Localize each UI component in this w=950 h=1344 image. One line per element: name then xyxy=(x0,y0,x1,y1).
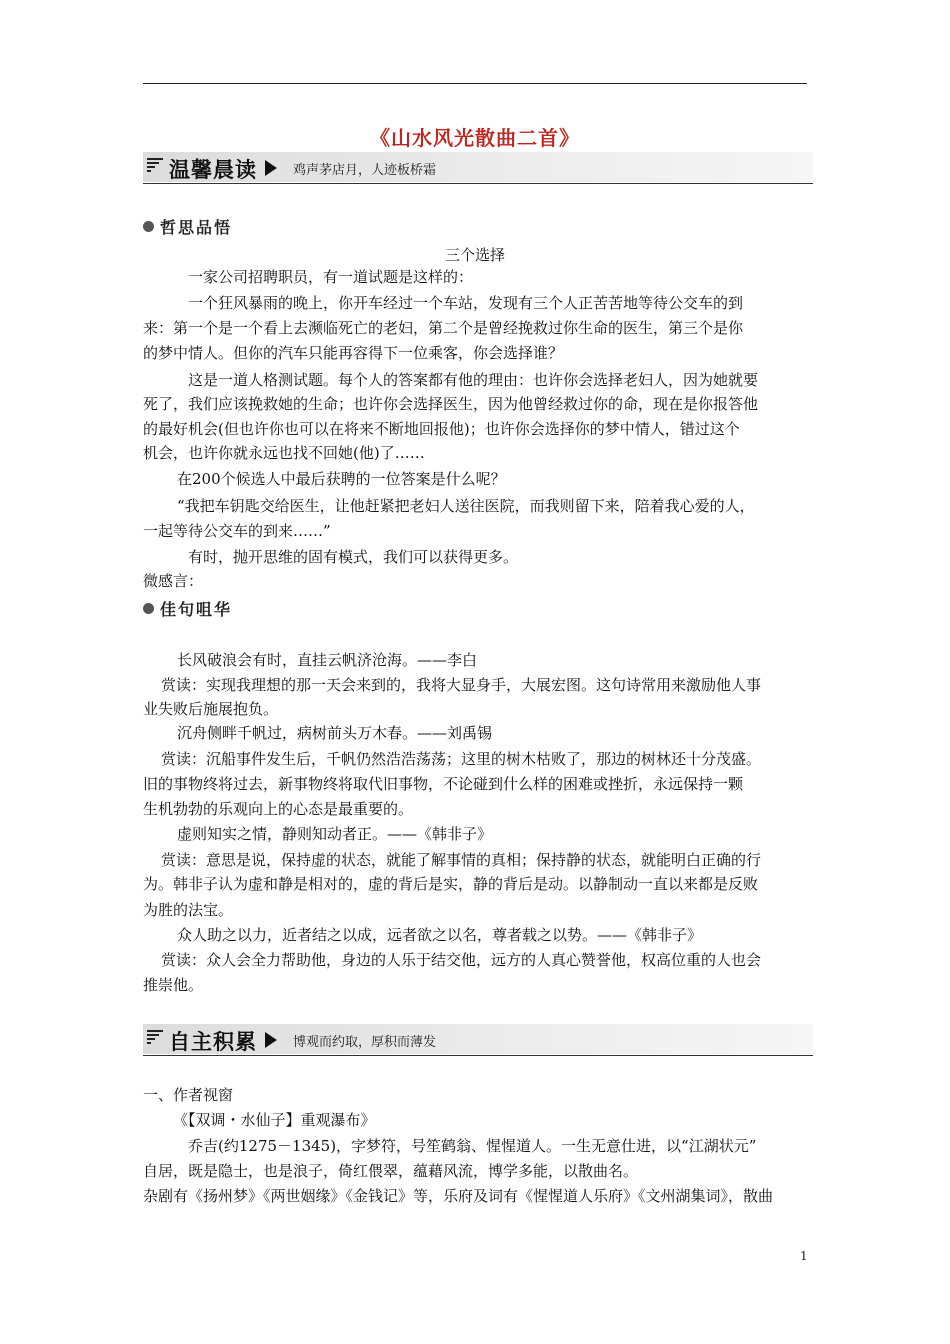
banner-motto: 博观而约取，厚积而薄发 xyxy=(293,1035,437,1050)
paragraph: 微感言： xyxy=(143,572,204,590)
quote-line: 长风破浪会有时，直挂云帆济沧海。——李白 xyxy=(177,651,478,669)
banner-morning-reading xyxy=(143,152,813,182)
paragraph: 自居，既是隐士，也是浪子，倚红偎翠，蕴藉风流，博学多能，以散曲名。 xyxy=(143,1162,639,1180)
paragraph: “我把车钥匙交给医生，让他赶紧把老妇人送往医院，而我则留下来，陪着我心爱的人， xyxy=(177,497,755,515)
work-title: 《【双调・水仙子】重观瀑布》 xyxy=(173,1111,376,1129)
paragraph: 有时，抛开思维的固有模式，我们可以获得更多。 xyxy=(188,548,519,566)
quote-line: 沉舟侧畔千帆过，病树前头万木春。——刘禹锡 xyxy=(177,724,493,742)
commentary-line: 为胜的法宝。 xyxy=(143,901,234,919)
commentary-line: 推崇他。 xyxy=(143,976,204,994)
stripes-icon xyxy=(147,1030,163,1048)
commentary-line: 赏读：众人会全力帮助他，身边的人乐于结交他，远方的人真心赞誉他，权高位重的人也会 xyxy=(161,951,762,969)
section-heading: 哲思品悟 xyxy=(143,215,232,238)
bullet-dot-icon xyxy=(143,603,154,614)
banner-heading: 自主积累 xyxy=(169,1030,257,1054)
paragraph: 一个狂风暴雨的晚上，你开车经过一个车站，发现有三个人正苦苦地等待公交车的到 xyxy=(188,294,744,312)
banner-heading: 温馨晨读 xyxy=(169,158,257,182)
commentary-line: 业失败后施展抱负。 xyxy=(143,700,279,718)
story-title: 三个选择 xyxy=(444,246,505,264)
paragraph: 这是一道人格测试题。每个人的答案都有他的理由：也许你会选择老妇人，因为她就要 xyxy=(188,371,759,389)
section-heading: 佳句咀华 xyxy=(143,597,232,620)
section-title: 一、作者视窗 xyxy=(143,1086,234,1104)
paragraph: 的梦中情人。但你的汽车只能再容得下一位乘客，你会选择谁？ xyxy=(143,344,564,362)
triangle-arrow-icon xyxy=(265,1032,277,1048)
commentary-line: 旧的事物终将过去，新事物终将取代旧事物，不论碰到什么样的困难或挫折，永远保持一颗 xyxy=(143,775,744,793)
paragraph: 死了，我们应该挽救她的生命；也许你会选择医生，因为他曾经救过你的命，现在是你报答他 xyxy=(143,395,759,413)
paragraph: 一起等待公交车的到来……” xyxy=(143,522,331,540)
quote-line: 众人助之以力，近者结之以成，远者欲之以名，尊者载之以势。——《韩非子》 xyxy=(177,926,703,944)
paragraph: 机会，也许你就永远也找不回她(他)了…… xyxy=(143,444,425,462)
commentary-line: 为。韩非子认为虚和静是相对的，虚的背后是实，静的背后是动。以静制动一直以来都是反败 xyxy=(143,875,759,893)
bullet-dot-icon xyxy=(143,221,154,232)
paragraph: 来：第一个是一个看上去濒临死亡的老妇，第二个是曾经挽救过你生命的医生，第三个是你 xyxy=(143,319,744,337)
commentary-line: 赏读：实现我理想的那一天会来到的，我将大显身手，大展宏图。这句诗常用来激励他人事 xyxy=(161,676,762,694)
commentary-line: 赏读：意思是说，保持虚的状态，就能了解事情的真相；保持静的状态，就能明白正确的行 xyxy=(161,851,762,869)
paragraph: 的最好机会(但也许你也可以在将来不断地回报他)；也许你会选择你的梦中情人，错过这个 xyxy=(143,420,740,438)
paragraph: 在200个候选人中最后获聘的一位答案是什么呢？ xyxy=(177,470,506,488)
commentary-line: 赏读：沉船事件发生后，千帆仍然浩浩荡荡；这里的树木枯败了，那边的树林还十分茂盛。 xyxy=(161,750,762,768)
header-rule xyxy=(143,83,807,84)
page-number: 1 xyxy=(800,1249,808,1263)
quote-line: 虚则知实之情，静则知动者正。——《韩非子》 xyxy=(177,825,493,843)
stripes-icon xyxy=(147,158,163,176)
banner-motto: 鸡声茅店月，人迹板桥霜 xyxy=(293,163,437,178)
commentary-line: 生机勃勃的乐观向上的心态是最重要的。 xyxy=(143,800,414,818)
document-title: 《山水风光散曲二首》 xyxy=(370,126,580,150)
banner-self-study xyxy=(143,1024,813,1054)
paragraph: 乔吉(约1275－1345)，字梦符，号笙鹤翁、惺惺道人。一生无意仕进，以“江湖状元” xyxy=(188,1137,757,1155)
triangle-arrow-icon xyxy=(265,160,277,176)
paragraph: 一家公司招聘职员，有一道试题是这样的： xyxy=(188,268,474,286)
paragraph: 杂剧有《扬州梦》《两世姻缘》《金钱记》等，乐府及词有《惺惺道人乐府》《文州湖集词》，散曲 xyxy=(143,1187,774,1205)
